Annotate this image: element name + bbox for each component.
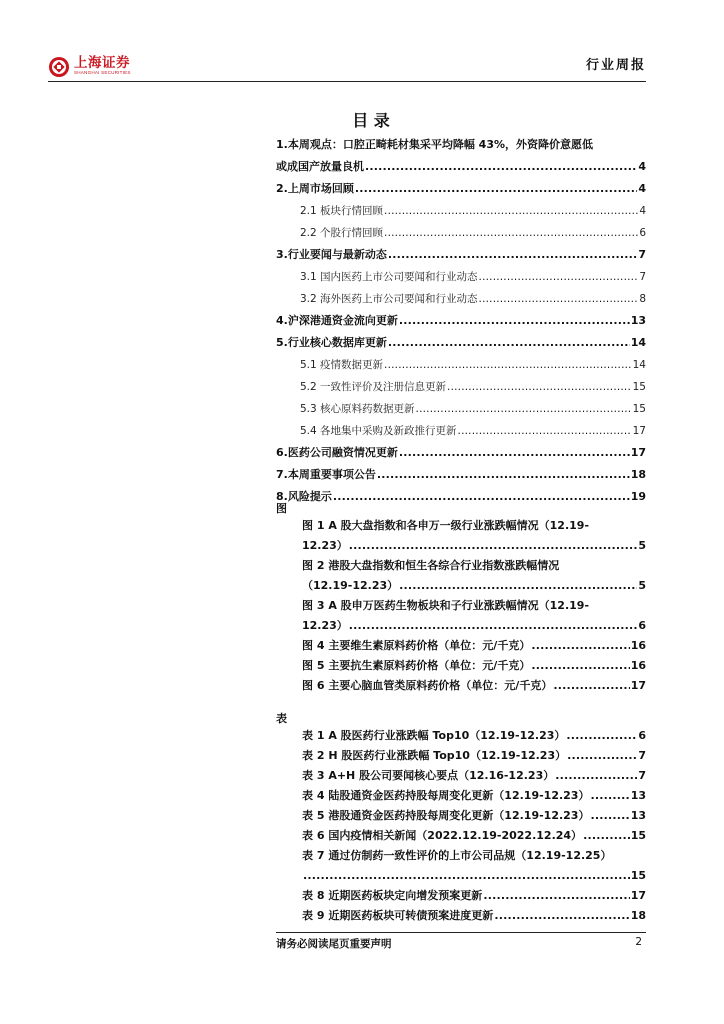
logo-mark-icon xyxy=(48,56,70,78)
table-6[interactable]: 表 6 国内疫情相关新闻（2022.12.19-2022.12.24） ..... 15 xyxy=(302,826,646,846)
toc-entry-2-2[interactable]: 2.2 个股行情回顾 ..... 6 xyxy=(276,222,646,244)
figure-2-line1[interactable]: 图 2 港股大盘指数和恒生各综合行业指数涨跌幅情况 xyxy=(302,559,560,572)
figures-label: 图 xyxy=(276,502,287,515)
report-type: 行业周报 xyxy=(585,58,646,73)
page-header xyxy=(48,50,646,82)
figure-1-line1[interactable]: 图 1 A 股大盘指数和各申万一级行业涨跌幅情况（12.19- xyxy=(302,519,590,532)
figure-3-line1[interactable]: 图 3 A 股申万医药生物板块和子行业涨跌幅情况（12.19- xyxy=(302,599,590,612)
table-7[interactable]: ..... 15 xyxy=(302,866,646,886)
toc-entry-5-2[interactable]: 5.2 一致性评价及注册信息更新 ..... 15 xyxy=(276,376,646,398)
toc-entry-8[interactable]: 8.风险提示 ..... 19 xyxy=(276,486,646,508)
toc-entry-3-2[interactable]: 3.2 海外医药上市公司要闻和行业动态 ..... 8 xyxy=(276,288,646,310)
figure-6[interactable]: 图 6 主要心脑血管类原料药价格（单位：元/千克） ..... 17 xyxy=(302,676,646,696)
toc-title: 目 录 xyxy=(352,111,390,130)
table-4[interactable]: 表 4 陆股通资金医药持股每周变化更新（12.19-12.23） ..... 13 xyxy=(302,786,646,806)
figure-list xyxy=(302,516,646,696)
toc-entry-7[interactable]: 7.本周重要事项公告 ..... 18 xyxy=(276,464,646,486)
toc-entry-5-3[interactable]: 5.3 核心原料药数据更新 ..... 15 xyxy=(276,398,646,420)
logo-text-en: SHANGHAI SECURITIES xyxy=(74,70,131,75)
header-divider xyxy=(48,81,646,82)
table-9[interactable]: 表 9 近期医药板块可转债预案进度更新 ..... 18 xyxy=(302,906,646,926)
figure-5[interactable]: 图 5 主要抗生素原料药价格（单位：元/千克） ..... 16 xyxy=(302,656,646,676)
figure-4[interactable]: 图 4 主要维生素原料药价格（单位：元/千克） ..... 16 xyxy=(302,636,646,656)
footer-divider xyxy=(276,932,646,933)
toc-entry-5-1[interactable]: 5.1 疫情数据更新 ..... 14 xyxy=(276,354,646,376)
disclaimer-note: 请务必阅读尾页重要声明 xyxy=(276,938,392,950)
table-7-line1[interactable]: 表 7 通过仿制药一致性评价的上市公司品规（12.19-12.25） xyxy=(302,849,612,862)
company-logo xyxy=(48,56,131,78)
toc-entry-6[interactable]: 6.医药公司融资情况更新 ..... 17 xyxy=(276,442,646,464)
toc-entry-5-4[interactable]: 5.4 各地集中采购及新政推行更新 ..... 17 xyxy=(276,420,646,442)
table-1[interactable]: 表 1 A 股医药行业涨跌幅 Top10（12.19-12.23） ..... 6 xyxy=(302,726,646,746)
figure-2[interactable]: （12.19-12.23） ..... 5 xyxy=(302,576,646,596)
table-3[interactable]: 表 3 A+H 股公司要闻核心要点（12.16-12.23） ..... 7 xyxy=(302,766,646,786)
table-list xyxy=(302,726,646,926)
toc-entry-4[interactable]: 4.沪深港通资金流向更新 ..... 13 xyxy=(276,310,646,332)
table-2[interactable]: 表 2 H 股医药行业涨跌幅 Top10（12.19-12.23） ..... 7 xyxy=(302,746,646,766)
toc-entry-1[interactable]: 或成国产放量良机 ..... 4 xyxy=(276,156,646,178)
toc-entry-3[interactable]: 3.行业要闻与最新动态 ..... 7 xyxy=(276,244,646,266)
toc-list xyxy=(276,134,646,508)
toc-entry-1-line1[interactable]: 1.本周观点：口腔正畸耗材集采平均降幅 43%，外资降价意愿低 xyxy=(276,138,593,151)
figure-1[interactable]: 12.23） ..... 5 xyxy=(302,536,646,556)
toc-entry-5[interactable]: 5.行业核心数据库更新 ..... 14 xyxy=(276,332,646,354)
page-number: 2 xyxy=(635,936,642,948)
tables-label: 表 xyxy=(276,712,287,725)
toc-entry-2-1[interactable]: 2.1 板块行情回顾 ..... 4 xyxy=(276,200,646,222)
figure-3[interactable]: 12.23） ..... 6 xyxy=(302,616,646,636)
logo-text-cn: 上海证券 xyxy=(74,55,130,71)
toc-entry-3-1[interactable]: 3.1 国内医药上市公司要闻和行业动态 ..... 7 xyxy=(276,266,646,288)
table-5[interactable]: 表 5 港股通资金医药持股每周变化更新（12.19-12.23） ..... 13 xyxy=(302,806,646,826)
table-8[interactable]: 表 8 近期医药板块定向增发预案更新 ..... 17 xyxy=(302,886,646,906)
toc-entry-2[interactable]: 2.上周市场回顾 ..... 4 xyxy=(276,178,646,200)
